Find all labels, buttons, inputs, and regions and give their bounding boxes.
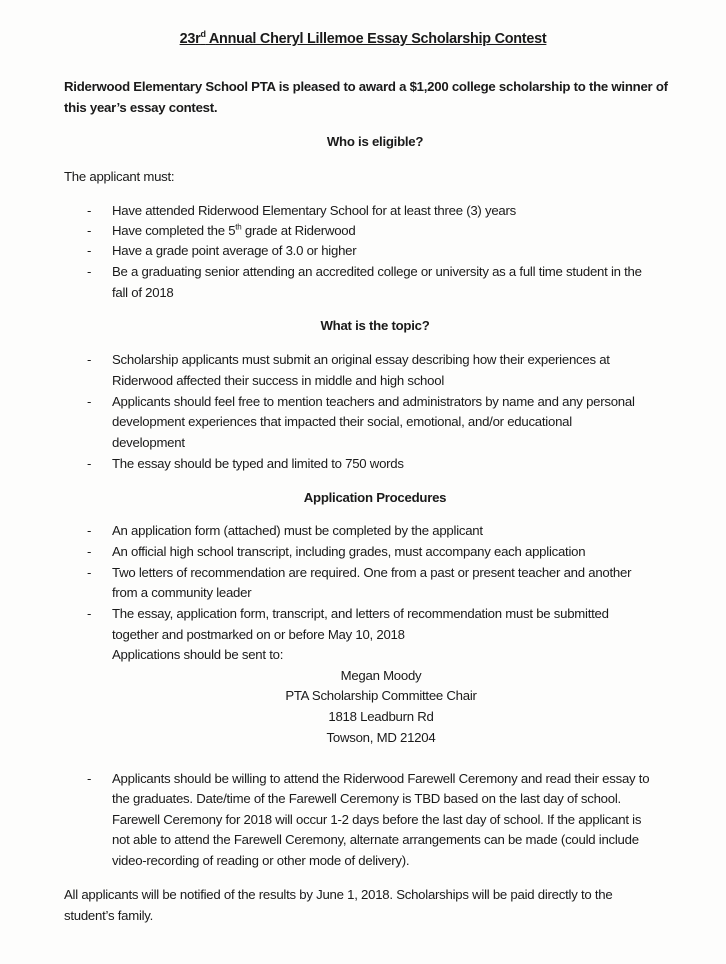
- procedures-item-2: An official high school transcript, including grades, must accompany each application: [112, 544, 586, 559]
- eligible-item-2-text: Have completed the 5: [112, 223, 236, 238]
- document-title: [0, 31, 726, 47]
- bullet-dash: -: [87, 352, 92, 367]
- topic-item-3: The essay should be typed and limited to 750 words: [112, 456, 404, 471]
- eligible-item-4-line-2: fall of 2018: [112, 285, 174, 300]
- topic-item-2-line-2: development experiences that impacted their social, emotional, and/or educational: [112, 414, 572, 429]
- eligible-item-3: Have a grade point average of 3.0 or higher: [112, 243, 357, 258]
- closing-line-1: All applicants will be notified of the results by June 1, 2018. Scholarships will be paid directly to the: [64, 887, 613, 902]
- eligible-item-1: Have attended Riderwood Elementary School for at least three (3) years: [112, 203, 516, 218]
- bullet-dash: -: [87, 456, 92, 471]
- intro-line-1: Riderwood Elementary School PTA is pleased to award a $1,200 college scholarship to the winner of: [64, 79, 668, 94]
- bullet-dash: -: [87, 243, 92, 258]
- address-city: Towson, MD 21204: [326, 730, 436, 745]
- procedures-item-5-line-3: Farewell Ceremony for 2018 will occur 1-2 days before the last day of school. If the applicant is: [112, 812, 642, 827]
- procedures-item-4-line-1: The essay, application form, transcript, and letters of recommendation must be submitted: [112, 606, 609, 621]
- bullet-dash: -: [87, 394, 92, 409]
- eligible-item-4-line-1: Be a graduating senior attending an accredited college or university as a full time student in the: [112, 264, 642, 279]
- topic-heading: What is the topic?: [320, 318, 430, 333]
- intro-line-2: this year’s essay contest.: [64, 100, 218, 115]
- topic-item-2-line-1: Applicants should feel free to mention teachers and administrators by name and any personal: [112, 394, 635, 409]
- procedures-item-1: An application form (attached) must be completed by the applicant: [112, 523, 483, 538]
- bullet-dash: -: [87, 606, 92, 621]
- bullet-dash: -: [87, 771, 92, 786]
- eligible-heading: Who is eligible?: [326, 134, 424, 149]
- procedures-item-5-line-2: the graduates. Date/time of the Farewell Ceremony is TBD based on the last day of school.: [112, 791, 621, 806]
- address-street: 1818 Leadburn Rd: [328, 709, 434, 724]
- procedures-item-5-line-1: Applicants should be willing to attend the Riderwood Farewell Ceremony and read their essay to: [112, 771, 650, 786]
- procedures-item-5-line-5: video-recording of reading or other mode of delivery).: [112, 853, 410, 868]
- eligible-item-2-sup: th: [235, 222, 242, 232]
- eligible-item-2: [112, 223, 355, 238]
- procedures-item-3-line-1: Two letters of recommendation are required. One from a past or present teacher and another: [112, 565, 632, 580]
- title-text-rest: Annual Cheryl Lillemoe Essay Scholarship Contest: [205, 31, 547, 47]
- topic-item-1-line-2: Riderwood affected their success in middle and high school: [112, 373, 444, 388]
- procedures-item-4-line-2: together and postmarked on or before May 10, 2018: [112, 627, 405, 642]
- topic-item-1-line-1: Scholarship applicants must submit an original essay describing how their experiences at: [112, 352, 610, 367]
- bullet-dash: -: [87, 544, 92, 559]
- closing-line-2: student’s family.: [64, 908, 154, 923]
- procedures-item-3-line-2: from a community leader: [112, 585, 252, 600]
- bullet-dash: -: [87, 523, 92, 538]
- eligible-lead: The applicant must:: [64, 169, 175, 184]
- bullet-dash: -: [87, 223, 92, 238]
- title-superscript: d: [200, 29, 206, 40]
- title-text: 23r: [179, 31, 201, 47]
- procedures-item-5-line-4: not able to attend the Farewell Ceremony, alternate arrangements can be made (could include: [112, 832, 639, 847]
- bullet-dash: -: [87, 264, 92, 279]
- eligible-item-2-rest: grade at Riderwood: [241, 223, 356, 238]
- bullet-dash: -: [87, 203, 92, 218]
- address-title: PTA Scholarship Committee Chair: [285, 688, 477, 703]
- bullet-dash: -: [87, 565, 92, 580]
- procedures-item-4-line-3: Applications should be sent to:: [112, 647, 284, 662]
- procedures-heading: Application Procedures: [303, 490, 447, 505]
- topic-item-2-line-3: development: [112, 435, 185, 450]
- address-name: Megan Moody: [340, 668, 422, 683]
